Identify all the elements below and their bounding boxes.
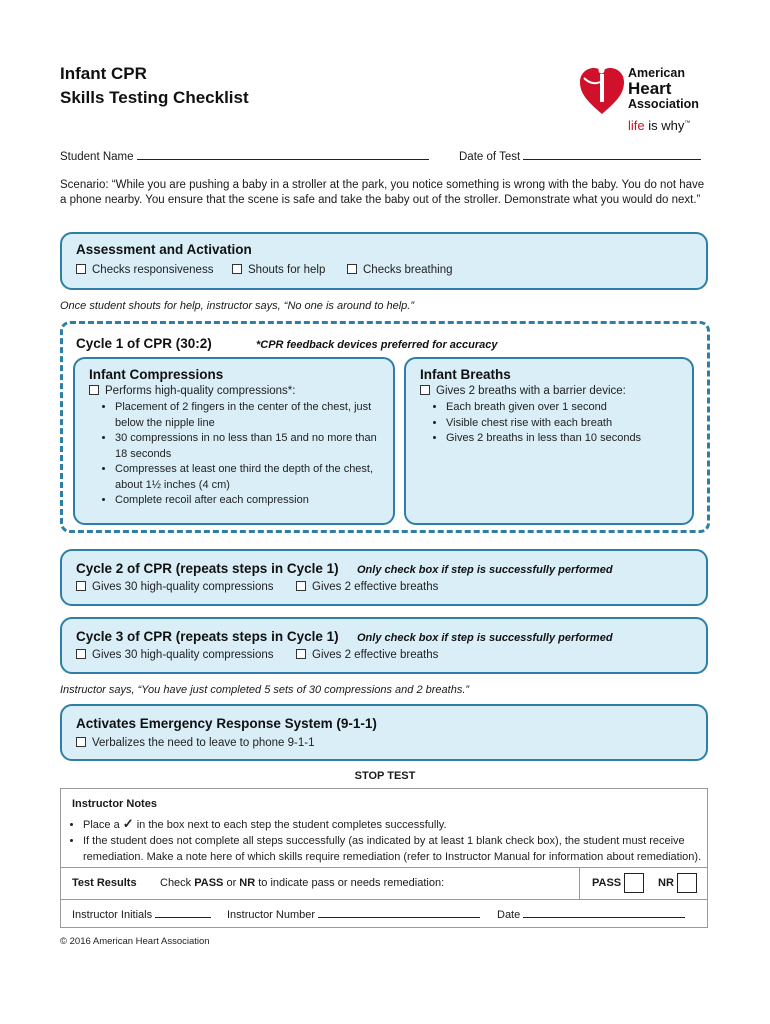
checkbox-item[interactable] — [347, 264, 453, 276]
signoff-row — [61, 899, 707, 928]
instructor-notes-table — [60, 788, 708, 928]
cycle-1-heading: Cycle 1 of CPR (30:2) — [76, 336, 212, 351]
checkbox[interactable] — [347, 264, 357, 274]
note-text: Place a — [83, 819, 120, 831]
checkbox-item[interactable] — [76, 264, 213, 276]
checkbox-item[interactable] — [76, 649, 274, 661]
infant-compressions-box — [73, 357, 395, 525]
tagline-rest: is why — [648, 118, 685, 133]
list-item — [83, 816, 711, 833]
date-field[interactable] — [523, 917, 685, 918]
tagline: life is why™ — [628, 118, 691, 133]
list-item: • Each breath given over 1 second — [446, 400, 678, 416]
list-item: • Placement of 2 fingers in the center of the chest, just below the nipple line — [115, 400, 379, 431]
checkbox[interactable] — [232, 264, 242, 274]
test-results-instructions — [160, 877, 444, 889]
aha-wordmark — [628, 66, 699, 111]
copyright: © 2016 American Heart Association — [60, 936, 210, 947]
checkbox[interactable] — [420, 385, 430, 395]
checkbox[interactable] — [89, 385, 99, 395]
checkbox-item[interactable] — [420, 385, 678, 397]
list-item: • Gives 2 breaths in less than 10 seconds — [446, 431, 678, 447]
checkbox-item[interactable] — [89, 385, 379, 397]
checkbox[interactable] — [296, 649, 306, 659]
infant-breaths-heading: Infant Breaths — [420, 367, 511, 382]
initials-label: Instructor Initials — [72, 909, 153, 921]
list-item: • 30 compressions in no less than 15 and no more than 18 seconds — [115, 431, 379, 462]
item-label: Performs high-quality compressions*: — [105, 385, 296, 397]
scenario-text: Scenario: “While you are pushing a baby in a stroller at the park, you notice something is wrong with the baby. You do not have a phone nearby. You ensure that the scene is safe and take the baby out of the stroller. Demonstrate what you would do next.” — [60, 179, 705, 206]
list-item: • Compresses at least one third the depth of the chest, about 1½ inches (4 cm) — [115, 462, 379, 493]
checkmark-icon: ✓ — [122, 816, 134, 831]
item-label: Checks breathing — [363, 264, 453, 276]
instr-text: to indicate pass or needs remediation: — [258, 877, 445, 889]
checkbox-item[interactable] — [296, 581, 438, 593]
pass-checkbox[interactable] — [624, 873, 644, 893]
instr-text: or — [226, 877, 237, 889]
number-label: Instructor Number — [227, 909, 316, 921]
ems-heading: Activates Emergency Response System (9-1-1) — [76, 716, 377, 731]
list-item: • Complete recoil after each compression — [115, 493, 379, 509]
item-label: Verbalizes the need to leave to phone 9-1-1 — [92, 737, 315, 749]
cycle-1-note: *CPR feedback devices preferred for accuracy — [256, 339, 498, 351]
test-results-label: Test Results — [72, 877, 137, 889]
item-label: Checks responsiveness — [92, 264, 214, 276]
instructor-notes-heading: Instructor Notes — [72, 798, 157, 810]
date-of-test-label: Date of Test — [459, 151, 521, 163]
checkbox[interactable] — [76, 581, 86, 591]
logo-line-1: American — [628, 66, 685, 80]
page-title — [60, 62, 249, 110]
logo-line-3: Association — [628, 97, 699, 111]
nr-option[interactable] — [658, 873, 697, 893]
item-label: Gives 2 effective breaths — [312, 581, 439, 593]
checkbox[interactable] — [76, 649, 86, 659]
cycle-2-heading: Cycle 2 of CPR (repeats steps in Cycle 1) — [76, 561, 339, 576]
instr-pass: PASS — [194, 877, 224, 889]
tagline-life: life — [628, 118, 645, 133]
student-name-label: Student Name — [60, 151, 134, 163]
instr-text: Check — [160, 877, 192, 889]
item-label: Gives 2 breaths with a barrier device: — [436, 385, 626, 397]
pass-option[interactable] — [592, 873, 644, 893]
checkbox-item[interactable] — [76, 737, 315, 749]
test-results-row — [61, 867, 707, 900]
stop-test-label: STOP TEST — [354, 770, 416, 782]
pass-label: PASS — [592, 877, 622, 889]
date-of-test-field[interactable] — [523, 159, 701, 160]
assessment-heading: Assessment and Activation — [76, 242, 252, 257]
ems-section — [60, 704, 708, 761]
aha-heart-torch-logo — [578, 58, 626, 118]
instructor-notes-list — [61, 816, 711, 865]
cycle-2-note: Only check box if step is successfully performed — [357, 564, 613, 576]
student-name-field[interactable] — [137, 159, 429, 160]
item-label: Gives 30 high-quality compressions — [92, 649, 274, 661]
checkbox[interactable] — [76, 737, 86, 747]
instructor-initials — [72, 909, 211, 921]
instructor-note-2: Instructor says, “You have just completed 5 sets of 30 compressions and 2 breaths.” — [60, 684, 470, 696]
instr-nr: NR — [239, 877, 256, 889]
item-label: Gives 30 high-quality compressions — [92, 581, 274, 593]
note-text: in the box next to each step the student completes successfully. — [136, 819, 447, 831]
item-label: Gives 2 effective breaths — [312, 649, 439, 661]
checkbox[interactable] — [296, 581, 306, 591]
divider — [579, 868, 580, 899]
list-item: • If the student does not complete all steps successfully (as indicated by at least 1 blank check box), the student must receive remediation. Make a note here of which skills require remediation (refer to Instructor Manual for information about remediation). — [83, 833, 711, 865]
title-line-1: Infant CPR — [60, 64, 147, 83]
cycle-1-section — [60, 321, 710, 533]
checkbox-item[interactable] — [296, 649, 438, 661]
date-label: Date — [497, 909, 521, 921]
assessment-section — [60, 232, 708, 290]
infant-compressions-heading: Infant Compressions — [89, 367, 224, 382]
signoff-date — [497, 909, 685, 921]
cycle-3-note: Only check box if step is successfully performed — [357, 632, 613, 644]
title-line-2: Skills Testing Checklist — [60, 88, 249, 107]
cycle-2-section — [60, 549, 708, 606]
nr-label: NR — [658, 877, 674, 889]
checkbox-item[interactable] — [232, 264, 325, 276]
checkbox[interactable] — [76, 264, 86, 274]
infant-breaths-box — [404, 357, 694, 525]
nr-checkbox[interactable] — [677, 873, 697, 893]
instructor-note-1: Once student shouts for help, instructor says, “No one is around to help.” — [60, 300, 415, 312]
checkbox-item[interactable] — [76, 581, 274, 593]
initials-field[interactable] — [155, 917, 211, 918]
logo-line-2: Heart — [628, 79, 672, 98]
instructor-number — [227, 909, 480, 921]
cycle-3-section — [60, 617, 708, 674]
date-row — [459, 150, 701, 165]
number-field[interactable] — [318, 917, 480, 918]
student-name-row — [60, 150, 429, 165]
list-item: • Visible chest rise with each breath — [446, 416, 678, 432]
cycle-3-heading: Cycle 3 of CPR (repeats steps in Cycle 1) — [76, 629, 339, 644]
compressions-criteria-list — [89, 400, 379, 509]
item-label: Shouts for help — [248, 264, 326, 276]
breaths-criteria-list — [420, 400, 678, 447]
